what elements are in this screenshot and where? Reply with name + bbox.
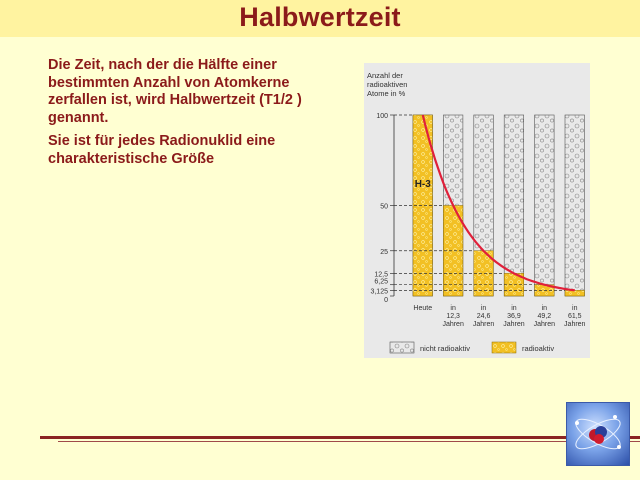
x-category-label: 24,6 xyxy=(476,313,491,320)
half-life-chart xyxy=(364,63,590,358)
x-category-label: Jahren xyxy=(503,321,525,328)
x-category-label: in xyxy=(511,305,517,312)
legend-label-radioactive: radioaktiv xyxy=(522,344,555,353)
y-tick-label: 3,125 xyxy=(370,288,388,296)
legend-swatch-radioactive xyxy=(492,342,516,353)
y-axis-label: Anzahl der xyxy=(367,71,403,80)
x-category-label: in xyxy=(572,305,578,312)
x-category-label: 61,5 xyxy=(567,313,582,320)
y-tick-label: 6,25 xyxy=(374,278,388,286)
half-life-chart-svg xyxy=(364,63,590,358)
slide-title: Halbwertzeit xyxy=(239,2,401,32)
footer-divider-thin xyxy=(58,441,640,442)
characteristic-text: Sie ist für jedes Radionuklid eine charakteristische Größe xyxy=(48,133,276,167)
x-category-label: Jahren xyxy=(472,321,495,328)
x-category-label: in xyxy=(541,305,548,312)
x-category-label: Heute xyxy=(413,305,433,312)
atom-logo xyxy=(566,402,630,466)
atom-electron xyxy=(613,415,617,419)
bar-label-h3: H-3 xyxy=(414,179,431,190)
definition-text: Die Zeit, nach der die Hälfte einer bestimmten Anzahl von Atomkerne zerfallen ist, wird Halbwertzeit (T1/2 ) genannt. xyxy=(48,57,302,126)
bar-radioactive xyxy=(565,290,585,296)
atom-electron xyxy=(575,421,579,425)
y-tick-label: 12,5 xyxy=(374,271,388,279)
legend-swatch-non-radioactive xyxy=(390,342,414,353)
x-category-label: Jahren xyxy=(564,321,586,328)
y-tick-label: 50 xyxy=(380,203,388,211)
footer-divider xyxy=(40,436,640,439)
legend-label-non-radioactive: nicht radioaktiv xyxy=(420,344,471,353)
y-tick-label: 0 xyxy=(384,297,388,304)
y-axis-label: Atome in % xyxy=(367,89,406,98)
bar-non-radioactive xyxy=(565,115,585,296)
x-category-label: Jahren xyxy=(533,321,556,328)
x-category-label: 36,9 xyxy=(507,313,521,320)
x-category-label: in xyxy=(450,305,456,312)
x-category-label: 12,3 xyxy=(446,313,460,320)
y-tick-label: 100 xyxy=(376,113,388,120)
atom-electron xyxy=(617,445,621,449)
x-category-label: Jahren xyxy=(442,321,464,328)
y-axis-label: radioaktiven xyxy=(367,80,408,89)
x-category-label: 49,2 xyxy=(537,313,552,320)
y-tick-label: 25 xyxy=(380,248,388,256)
x-category-label: in xyxy=(480,305,487,312)
atom-nucleus xyxy=(594,434,604,444)
bar-non-radioactive xyxy=(535,115,555,296)
